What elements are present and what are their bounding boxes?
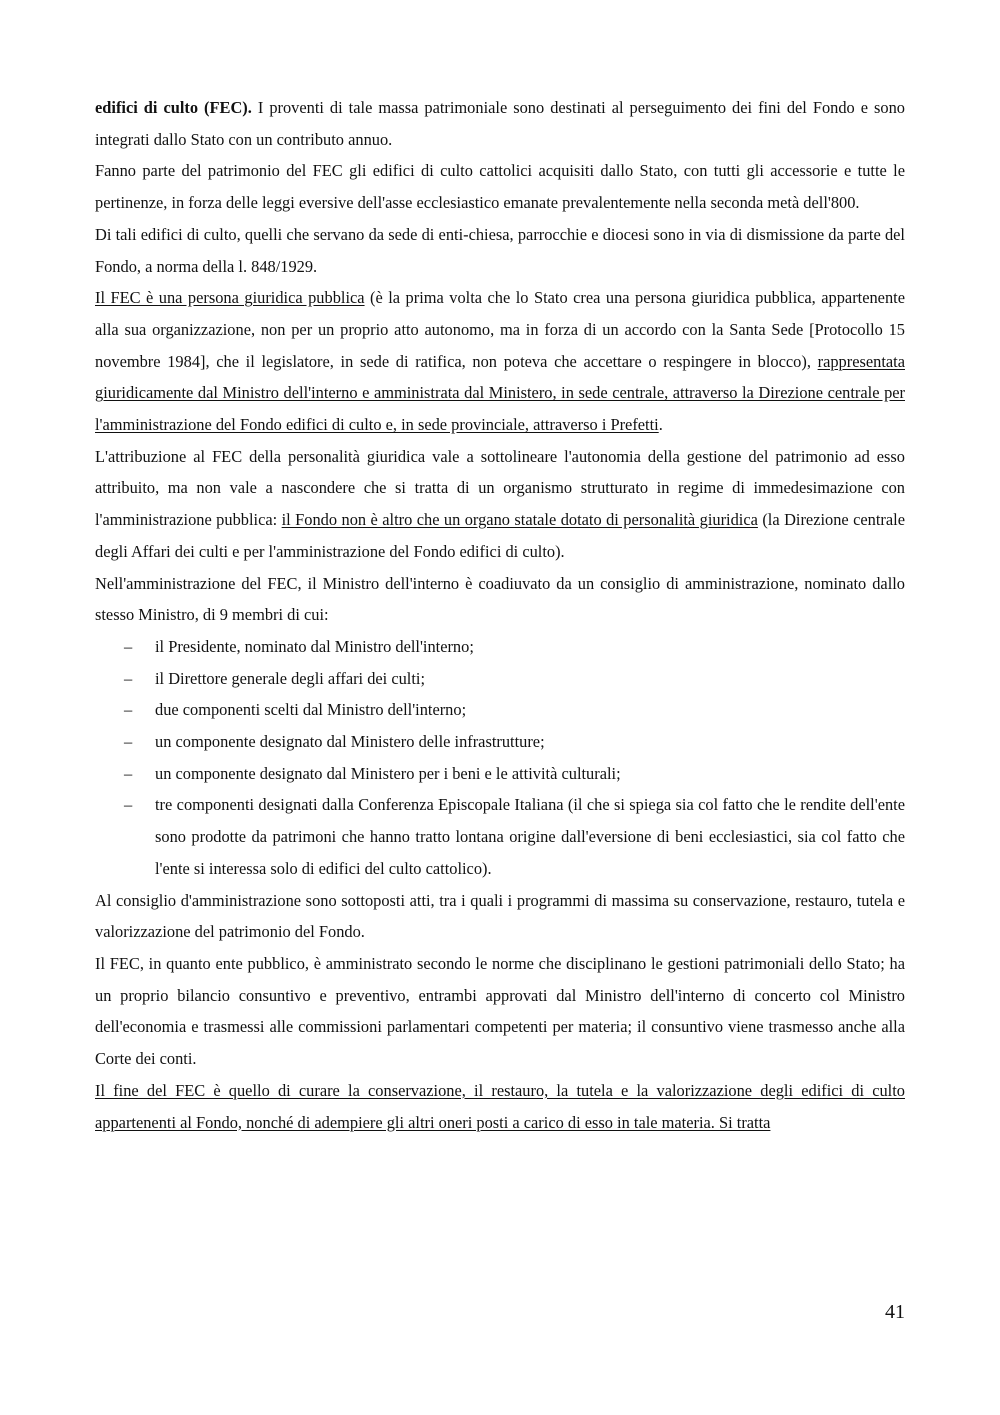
list-item-text: due componenti scelti dal Ministro dell'interno; [155, 700, 467, 720]
list-item [95, 726, 905, 758]
text-run: (è la prima volta che lo Stato crea una persona giuridica pubblica, appartenente alla sua organizzazione, non per un proprio atto autonomo, ma in forza di un accordo con la Santa Sede [Protocollo 15 novembre 1984], che il legislatore, in sede di ratifica, non poteva che accettare o respingere in blocco), [95, 288, 905, 371]
board-members-list [95, 631, 905, 885]
dash-bullet: – [124, 763, 133, 783]
underlined-phrase: il Fondo non è altro che un organo statale dotato di personalità giuridica [281, 510, 758, 530]
list-item [95, 631, 905, 663]
text-run: Il FEC, in quanto ente pubblico, è amministrato secondo le norme che disciplinano le gestioni patrimoniali dello Stato; ha un proprio bilancio consuntivo e preventivo, entrambi approvati dal Ministro dell'interno di concerto col Ministro dell'economia e trasmessi alle commissioni parlamentari competenti per materia; il consuntivo viene trasmesso anche alla Corte dei conti. [95, 953, 905, 1069]
text-run: (la Direzione centrale degli Affari dei culti e per l'amministrazione del Fondo edifici di culto). [95, 510, 905, 561]
list-item-text: il Direttore generale degli affari dei culti; [155, 668, 426, 688]
text-run: I proventi di tale massa patrimoniale sono destinati al perseguimento dei fini del Fondo e sono integrati dallo Stato con un contributo annuo. [95, 98, 905, 149]
text-run: . [658, 415, 663, 435]
page-number: 41 [885, 1301, 905, 1323]
list-item-text: tre componenti designati dalla Conferenza Episcopale Italiana (il che si spiega sia col fatto che le rendite dell'ente sono prodotte da patrimoni che hanno tratto lontana origine dall'eversione di beni ecclesiastici, sia col fatto che l'ente si interessa solo di edifici del culto cattolico). [155, 795, 905, 878]
bold-phrase: edifici di culto (FEC). [95, 98, 252, 117]
dash-bullet: – [124, 668, 133, 688]
dash-bullet: – [124, 636, 133, 656]
dash-bullet: – [124, 700, 133, 720]
paragraph [95, 441, 905, 568]
text-run: L'attribuzione al FEC della personalità giuridica vale a sottolineare l'autonomia della gestione del patrimonio ad esso attribuito, ma non vale a nascondere che si tratta di un organismo strutturato in regime di immedesimazione con l'amministrazione pubblica: [95, 446, 905, 530]
paragraph [95, 155, 905, 218]
dash-bullet: – [124, 795, 133, 815]
dash-bullet: – [124, 732, 133, 752]
list-item-text: un componente designato dal Ministero delle infrastrutture; [155, 732, 545, 752]
paragraph [95, 948, 905, 1075]
paragraph [95, 885, 905, 948]
underlined-phrase: Il fine del FEC è quello di curare la conservazione, il restauro, la tutela e la valorizzazione degli edifici di culto appartenenti al Fondo, nonché di adempiere gli altri oneri posti a carico di esso in tale materia. Si tratta [95, 1080, 905, 1132]
list-item [95, 663, 905, 695]
underlined-phrase: rappresentata giuridicamente dal Ministro dell'interno e amministrata dal Ministero, in sede centrale, attraverso la Direzione centrale per l'amministrazione del Fondo edifici di culto e, in sede provinciale, attraverso i Prefetti [95, 351, 905, 435]
list-item [95, 694, 905, 726]
page-body [95, 92, 905, 1138]
list-item-text: il Presidente, nominato dal Ministro dell'interno; [155, 636, 474, 656]
underlined-phrase: Il FEC è una persona giuridica pubblica [95, 288, 365, 308]
paragraph [95, 219, 905, 282]
paragraph [95, 568, 905, 631]
list-item [95, 758, 905, 790]
list-item [95, 789, 905, 884]
paragraph [95, 92, 905, 155]
text-run: Nell'amministrazione del FEC, il Ministro dell'interno è coadiuvato da un consiglio di amministrazione, nominato dallo stesso Ministro, di 9 membri di cui: [95, 573, 905, 625]
text-run: Fanno parte del patrimonio del FEC gli edifici di culto cattolici acquisiti dallo Stato, con tutti gli accessorie e tutte le pertinenze, in forza delle leggi eversive dell'asse ecclesiastico emanate prevalentemente nella seconda metà dell'800. [95, 161, 905, 213]
list-item-text: un componente designato dal Ministero per i beni e le attività culturali; [155, 763, 621, 783]
text-run: Di tali edifici di culto, quelli che servano da sede di enti-chiesa, parrocchie e diocesi sono in via di dismissione da parte del Fondo, a norma della l. 848/1929. [95, 224, 905, 276]
paragraph [95, 282, 905, 441]
paragraph [95, 1075, 905, 1138]
text-run: Al consiglio d'amministrazione sono sottoposti atti, tra i quali i programmi di massima su conservazione, restauro, tutela e valorizzazione del patrimonio del Fondo. [95, 890, 905, 942]
